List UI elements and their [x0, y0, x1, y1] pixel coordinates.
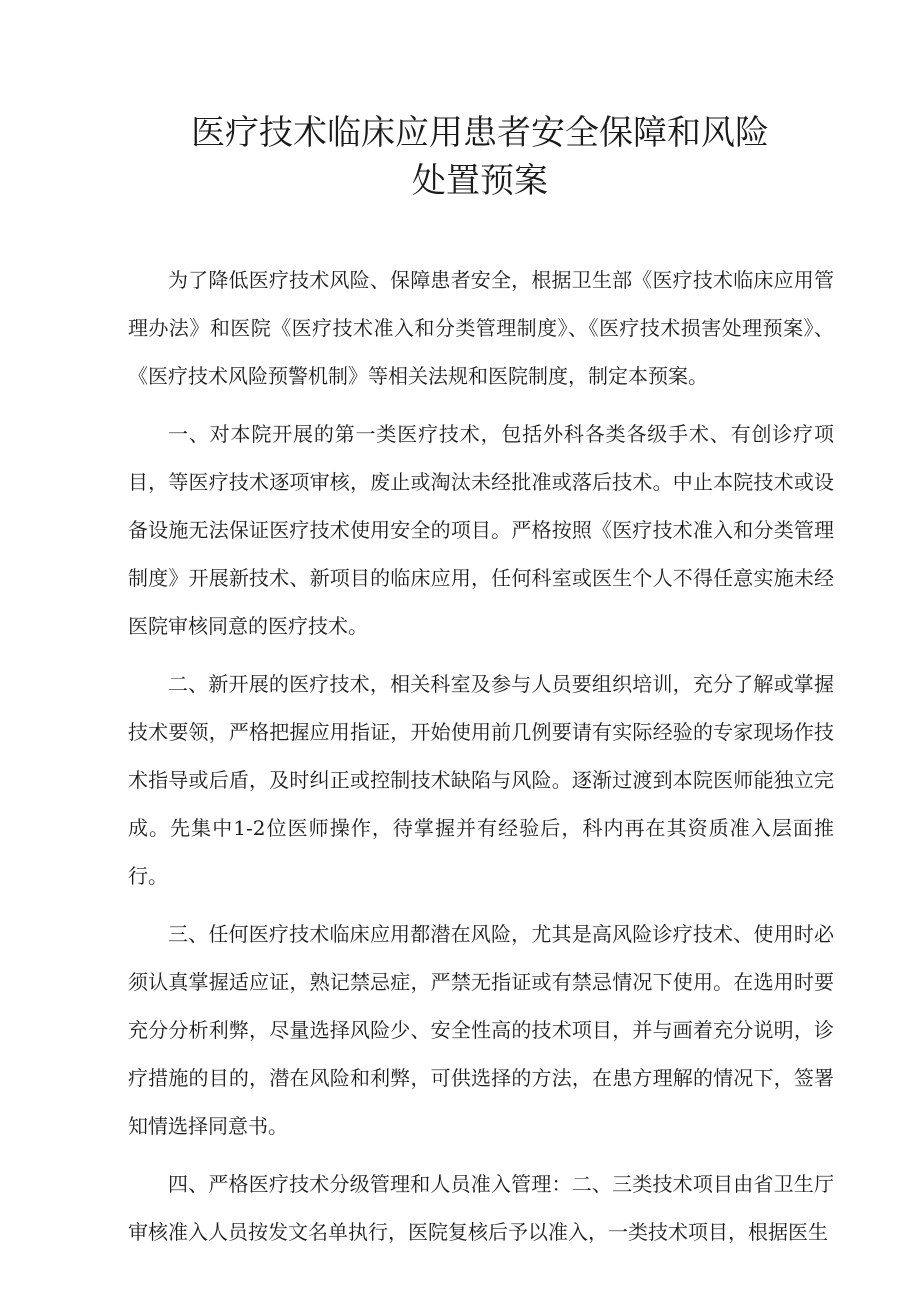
document-title-line2: 处置预案 [412, 161, 548, 201]
document-title-line1: 医疗技术临床应用患者安全保障和风险 [191, 113, 769, 153]
paragraph-intro: 为了降低医疗技术风险、保障患者安全，根据卫生部《医疗技术临床应用管理办法》和医院《医疗技术准入和分类管理制度》、《医疗技术损害处理预案》、《医疗技术风险预警机制》等相关法规和医院制度，制定本预案。 [128, 268, 834, 389]
paragraph-section-2: 二、新开展的医疗技术，相关科室及参与人员要组织培训，充分了解或掌握技术要领，严格把握应用指证，开始使用前几例要请有实际经验的专家现场作技术指导或后盾，及时纠正或控制技术缺陷与风险。逐渐过渡到本院医师能独立完成。先集中1-2位医师操作，待掌握并有经验后，科内再在其资质准入层面推行。 [128, 671, 834, 889]
paragraph-section-3: 三、任何医疗技术临床应用都潜在风险，尤其是高风险诊疗技术、使用时必须认真掌握适应证，熟记禁忌症，严禁无指证或有禁忌情况下使用。在选用时要充分分析利弊，尽量选择风险少、安全性高的技术项目，并与画着充分说明，诊疗措施的目的，潜在风险和利弊，可供选择的方法，在患方理解的情况下，签署知情选择同意书。 [128, 921, 834, 1139]
document-body [128, 256, 834, 1256]
paragraph-section-1: 一、对本院开展的第一类医疗技术，包括外科各类各级手术、有创诊疗项目，等医疗技术逐项审核，废止或淘汰未经批准或落后技术。中止本院技术或设备设施无法保证医疗技术使用安全的项目。严格按照《医疗技术准入和分类管理制度》开展新技术、新项目的临床应用，任何科室或医生个人不得任意实施未经医院审核同意的医疗技术。 [128, 421, 834, 639]
paragraph-section-4: 四、严格医疗技术分级管理和人员准入管理：二、三类技术项目由省卫生厅审核准入人员按发文名单执行，医院复核后予以准入，一类技术项目，根据医生 [128, 1171, 834, 1244]
